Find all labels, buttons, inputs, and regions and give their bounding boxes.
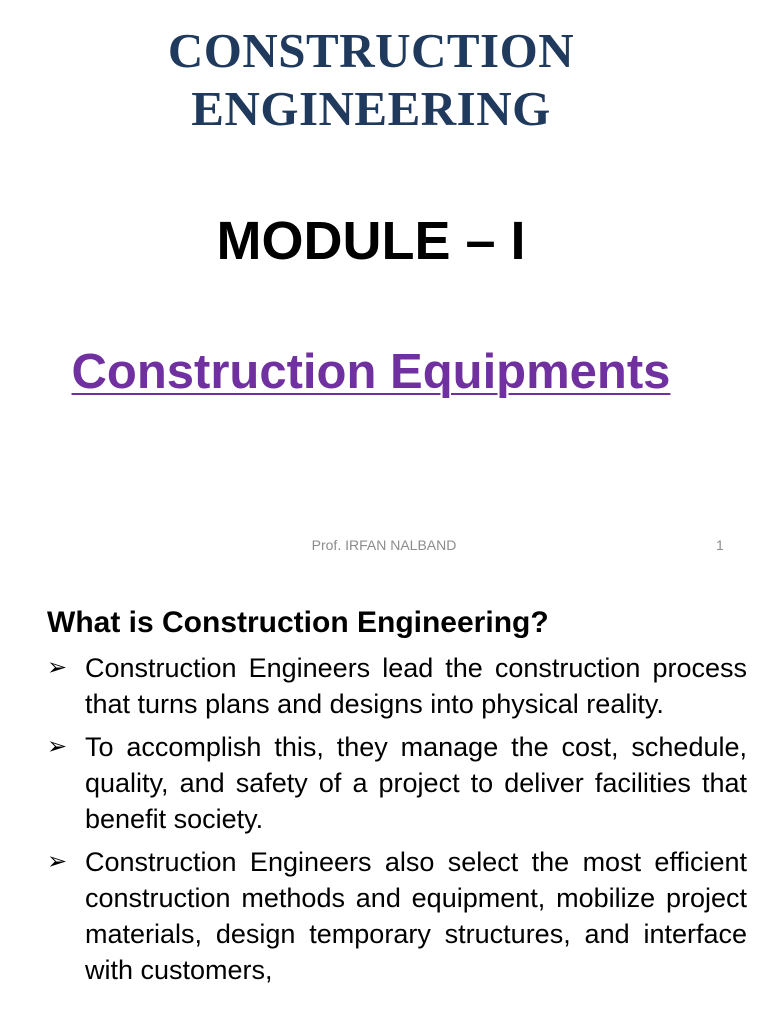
title-line-1: CONSTRUCTION — [167, 23, 575, 78]
bullet-text: Construction Engineers also select the most efficient construction methods and equipment, mobilize project materials, design temporary structures, and interface with customers, — [85, 847, 747, 985]
module-title: MODULE – I — [216, 211, 526, 271]
arrow-bullet-icon: ➢ — [47, 848, 68, 875]
arrow-bullet-icon: ➢ — [47, 733, 68, 760]
slide-2 — [0, 575, 768, 1024]
section-heading: What is Construction Engineering? — [47, 606, 549, 639]
bullet-item — [47, 844, 747, 988]
title-line-2: ENGINEERING — [191, 81, 551, 136]
arrow-bullet-icon: ➢ — [47, 654, 68, 681]
bullet-item — [47, 729, 747, 837]
main-title — [0, 22, 742, 138]
bullet-item — [47, 650, 747, 722]
page-number: 1 — [716, 537, 724, 553]
bullet-list — [47, 650, 747, 995]
bullet-text: To accomplish this, they manage the cost, schedule, quality, and safety of a project to deliver facilities that benefit society. — [85, 732, 747, 834]
subject-title: Construction Equipments — [71, 345, 671, 399]
footer-author: Prof. IRFAN NALBAND — [311, 537, 457, 553]
bullet-text: Construction Engineers lead the construction process that turns plans and designs into physical reality. — [85, 653, 747, 719]
